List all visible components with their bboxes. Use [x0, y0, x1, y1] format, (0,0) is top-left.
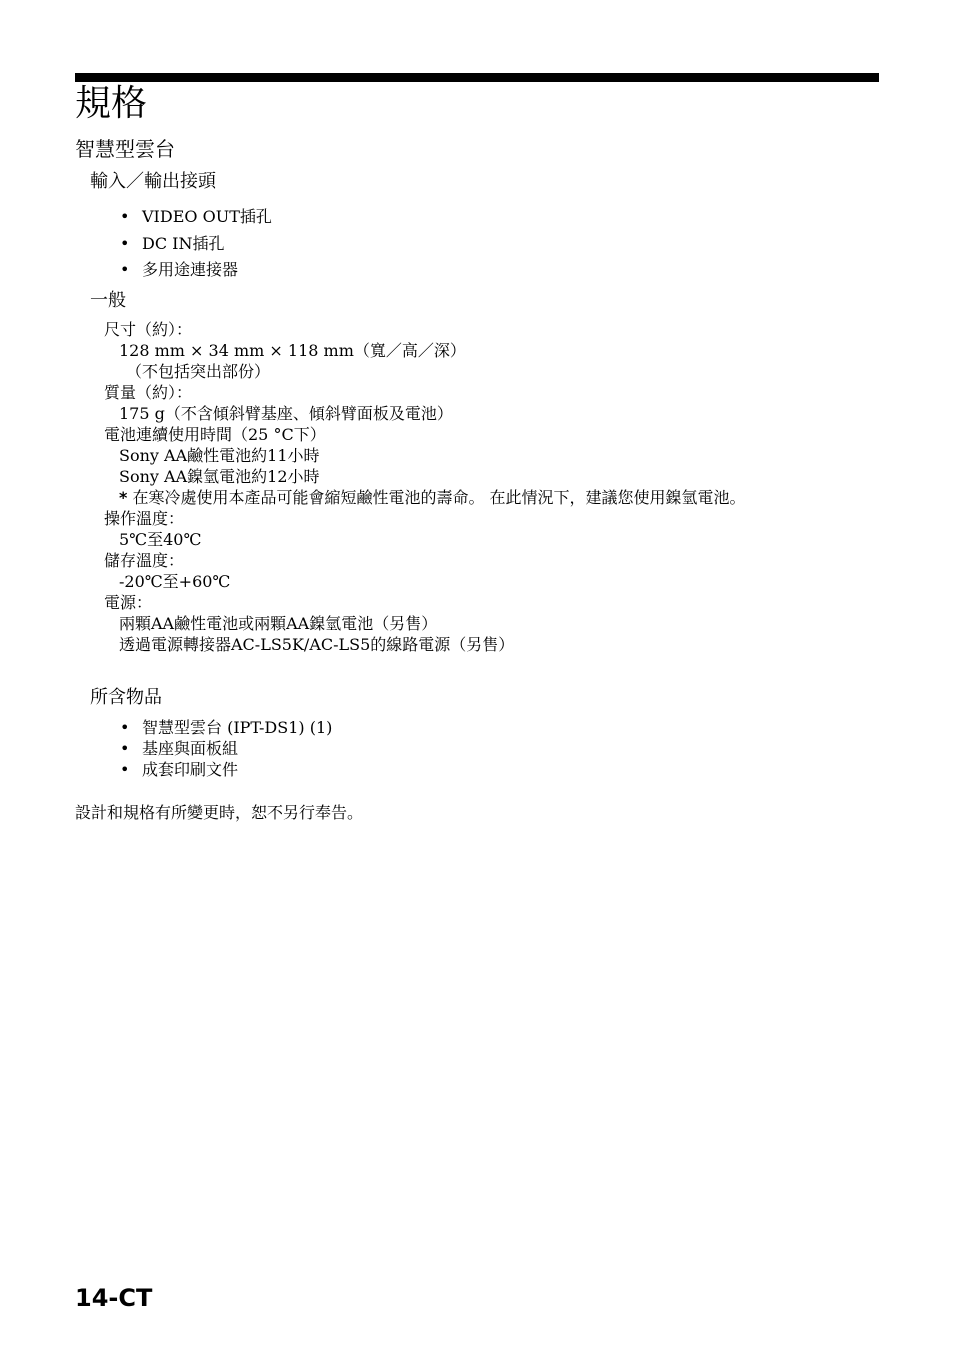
accessories-title: 所含物品 [90, 687, 162, 708]
power-value-2: 透過電源轉接器AC-LS5K/AC-LS5的線路電源（另售） [119, 635, 515, 654]
storage-temp-value: -20℃至+60℃ [119, 572, 231, 591]
list-item: • 基座與面板組 [120, 738, 332, 759]
general-specs [104, 319, 746, 655]
list-item: • 智慧型雲台 (IPT-DS1) (1) [120, 717, 332, 738]
page-number: 14-CT [75, 1284, 153, 1312]
size-note: （不包括突出部份） [126, 362, 271, 381]
note-mark: * [119, 488, 128, 507]
io-connectors-list [120, 204, 272, 284]
page-title: 規格 [75, 83, 148, 124]
general-title: 一般 [90, 290, 126, 311]
size-label: 尺寸（約）： [104, 320, 193, 339]
list-item: • 成套印刷文件 [120, 759, 332, 780]
storage-temp-label: 儲存溫度： [104, 551, 185, 570]
io-connectors-title: 輸入／輸出接頭 [90, 171, 216, 192]
battery-note [104, 487, 746, 508]
operating-temp-label: 操作溫度： [104, 509, 185, 528]
list-item: • 多用途連接器 [120, 257, 272, 284]
operating-temp-value: 5℃至40℃ [119, 530, 202, 549]
power-value-1: 兩顆AA鹼性電池或兩顆AA鎳氫電池（另售） [119, 614, 438, 633]
accessories-list [120, 717, 332, 780]
list-item: • VIDEO OUT插孔 [120, 204, 272, 231]
spec-change-notice: 設計和規格有所變更時，恕不另行奉告。 [75, 803, 364, 822]
power-label: 電源： [104, 593, 153, 612]
list-item: • DC IN插孔 [120, 231, 272, 258]
section-title: 智慧型雲台 [75, 137, 175, 161]
top-rule [75, 73, 879, 82]
battery-nimh: Sony AA鎳氫電池約12小時 [119, 467, 320, 486]
size-value: 128 mm × 34 mm × 118 mm（寬／高／深） [119, 341, 466, 360]
mass-label: 質量（約）： [104, 383, 193, 402]
mass-value: 175 g（不含傾斜臂基座、傾斜臂面板及電池） [119, 404, 453, 423]
battery-note-text: 在寒冷處使用本產品可能會縮短鹼性電池的壽命。 在此情況下，建議您使用鎳氫電池。 [132, 488, 746, 507]
battery-life-label: 電池連續使用時間（25 °C下） [104, 425, 326, 444]
battery-alkaline: Sony AA鹼性電池約11小時 [119, 446, 320, 465]
